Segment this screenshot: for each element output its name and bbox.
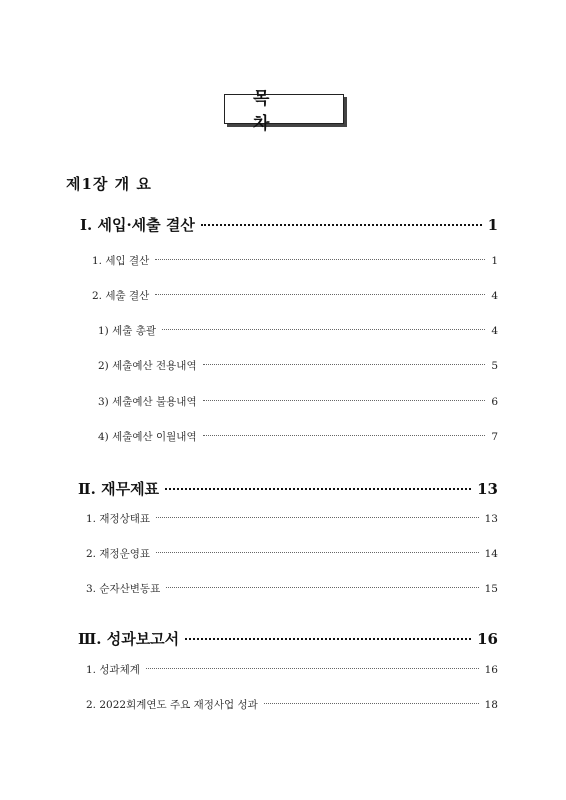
- section-label: Ⅱ. 재무제표: [78, 480, 160, 498]
- leader-dots: [165, 487, 471, 490]
- toc-item[interactable]: [86, 697, 498, 712]
- item-page: 16: [484, 664, 498, 676]
- leader-dots: [203, 363, 486, 365]
- leader-dots: [201, 223, 482, 226]
- item-label: 1) 세출 총괄: [98, 325, 157, 337]
- toc-item[interactable]: [92, 288, 498, 303]
- item-page: 5: [491, 360, 498, 372]
- leader-dots: [155, 293, 485, 295]
- item-page: 14: [484, 548, 498, 560]
- toc-item[interactable]: [86, 662, 498, 677]
- section-label: Ⅰ. 세입·세출 결산: [80, 216, 195, 234]
- toc-section-1[interactable]: [80, 214, 498, 235]
- item-label: 1. 재정상태표: [86, 513, 151, 525]
- item-label: 1. 성과체계: [86, 664, 140, 676]
- item-label: 4) 세출예산 이월내역: [98, 431, 197, 443]
- section-page: 13: [477, 480, 498, 498]
- toc-section-3[interactable]: [78, 628, 498, 649]
- item-label: 1. 세입 결산: [92, 255, 150, 267]
- chapter-heading: 제1장 개 요: [66, 175, 152, 193]
- toc-item[interactable]: [98, 394, 498, 409]
- item-page: 4: [491, 290, 498, 302]
- item-page: 7: [491, 431, 498, 443]
- leader-dots: [166, 586, 478, 588]
- item-page: 18: [484, 699, 498, 711]
- item-label: 2) 세출예산 전용내역: [98, 360, 197, 372]
- leader-dots: [146, 667, 479, 669]
- toc-item[interactable]: [98, 323, 498, 338]
- item-page: 13: [484, 513, 498, 525]
- toc-item[interactable]: [92, 253, 498, 268]
- leader-dots: [185, 637, 471, 640]
- item-label: 2. 세출 결산: [92, 290, 150, 302]
- toc-item[interactable]: [86, 511, 498, 526]
- item-page: 6: [491, 396, 498, 408]
- item-page: 15: [484, 583, 498, 595]
- leader-dots: [155, 258, 485, 260]
- section-label: Ⅲ. 성과보고서: [78, 630, 180, 648]
- toc-item[interactable]: [98, 429, 498, 444]
- leader-dots: [156, 551, 479, 553]
- leader-dots: [203, 434, 486, 436]
- toc-title: 목 차: [224, 94, 344, 124]
- item-label: 2. 재정운영표: [86, 548, 151, 560]
- item-label: 3. 순자산변동표: [86, 583, 161, 595]
- item-label: 2. 2022회계연도 주요 재정사업 성과: [86, 699, 258, 711]
- section-page: 16: [477, 630, 498, 648]
- leader-dots: [264, 702, 479, 704]
- toc-item[interactable]: [86, 546, 498, 561]
- item-page: 4: [491, 325, 498, 337]
- item-page: 1: [491, 255, 498, 267]
- section-page: 1: [487, 216, 498, 234]
- leader-dots: [203, 399, 486, 401]
- leader-dots: [162, 328, 485, 330]
- toc-item[interactable]: [98, 358, 498, 373]
- item-label: 3) 세출예산 불용내역: [98, 396, 197, 408]
- toc-section-2[interactable]: [78, 478, 498, 499]
- leader-dots: [156, 516, 479, 518]
- toc-item[interactable]: [86, 581, 498, 596]
